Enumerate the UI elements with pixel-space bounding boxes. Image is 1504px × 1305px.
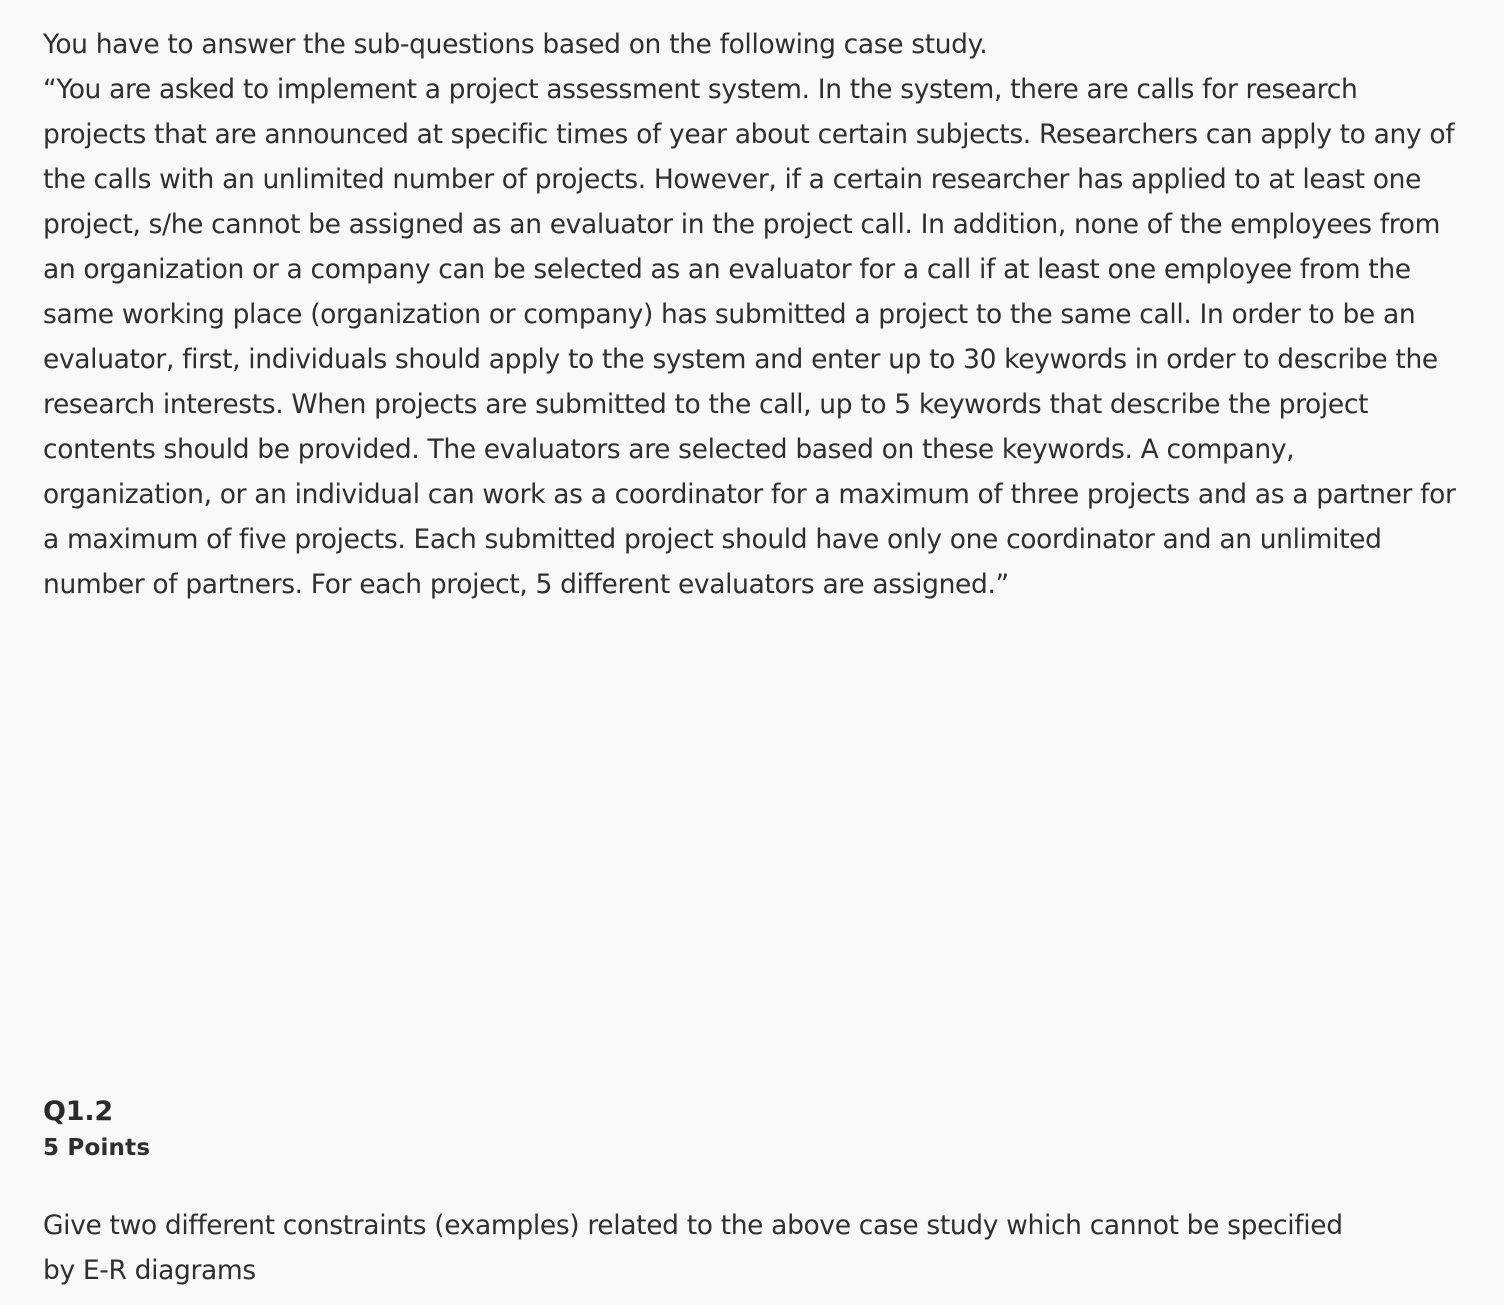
question-prompt: Give two different constraints (examples) related to the above case study which cannot be specified by E-R diagrams xyxy=(43,1210,1343,1286)
case-study-intro: You have to answer the sub-questions based on the following case study. xyxy=(43,29,988,60)
question-number: Q1.2 xyxy=(43,1096,113,1127)
question-points: 5 Points xyxy=(43,1135,151,1161)
question-header xyxy=(43,1093,150,1165)
question-body xyxy=(43,1203,1343,1293)
case-study-text: “You are asked to implement a project assessment system. In the system, there are calls for research projects that are announced at specific times of year about certain subjects. Researchers can apply to any of the calls with an unlimited number of projects. However, if a certain researcher has applied to at least one project, s/he cannot be assigned as an evaluator in the project call. In addition, none of the employees from an organization or a company can be selected as an evaluator for a call if at least one employee from the same working place (organization or company) has submitted a project to the same call. In order to be an evaluator, first, individuals should apply to the system and enter up to 30 keywords in order to describe the research interests. When projects are submitted to the call, up to 5 keywords that describe the project contents should be provided. The evaluators are selected based on these keywords. A company, organization, or an individual can work as a coordinator for a maximum of three projects and as a partner for a maximum of five projects. Each submitted project should have only one coordinator and an unlimited number of partners. For each project, 5 different evaluators are assigned.” xyxy=(43,74,1456,600)
case-study-section xyxy=(43,22,1468,607)
